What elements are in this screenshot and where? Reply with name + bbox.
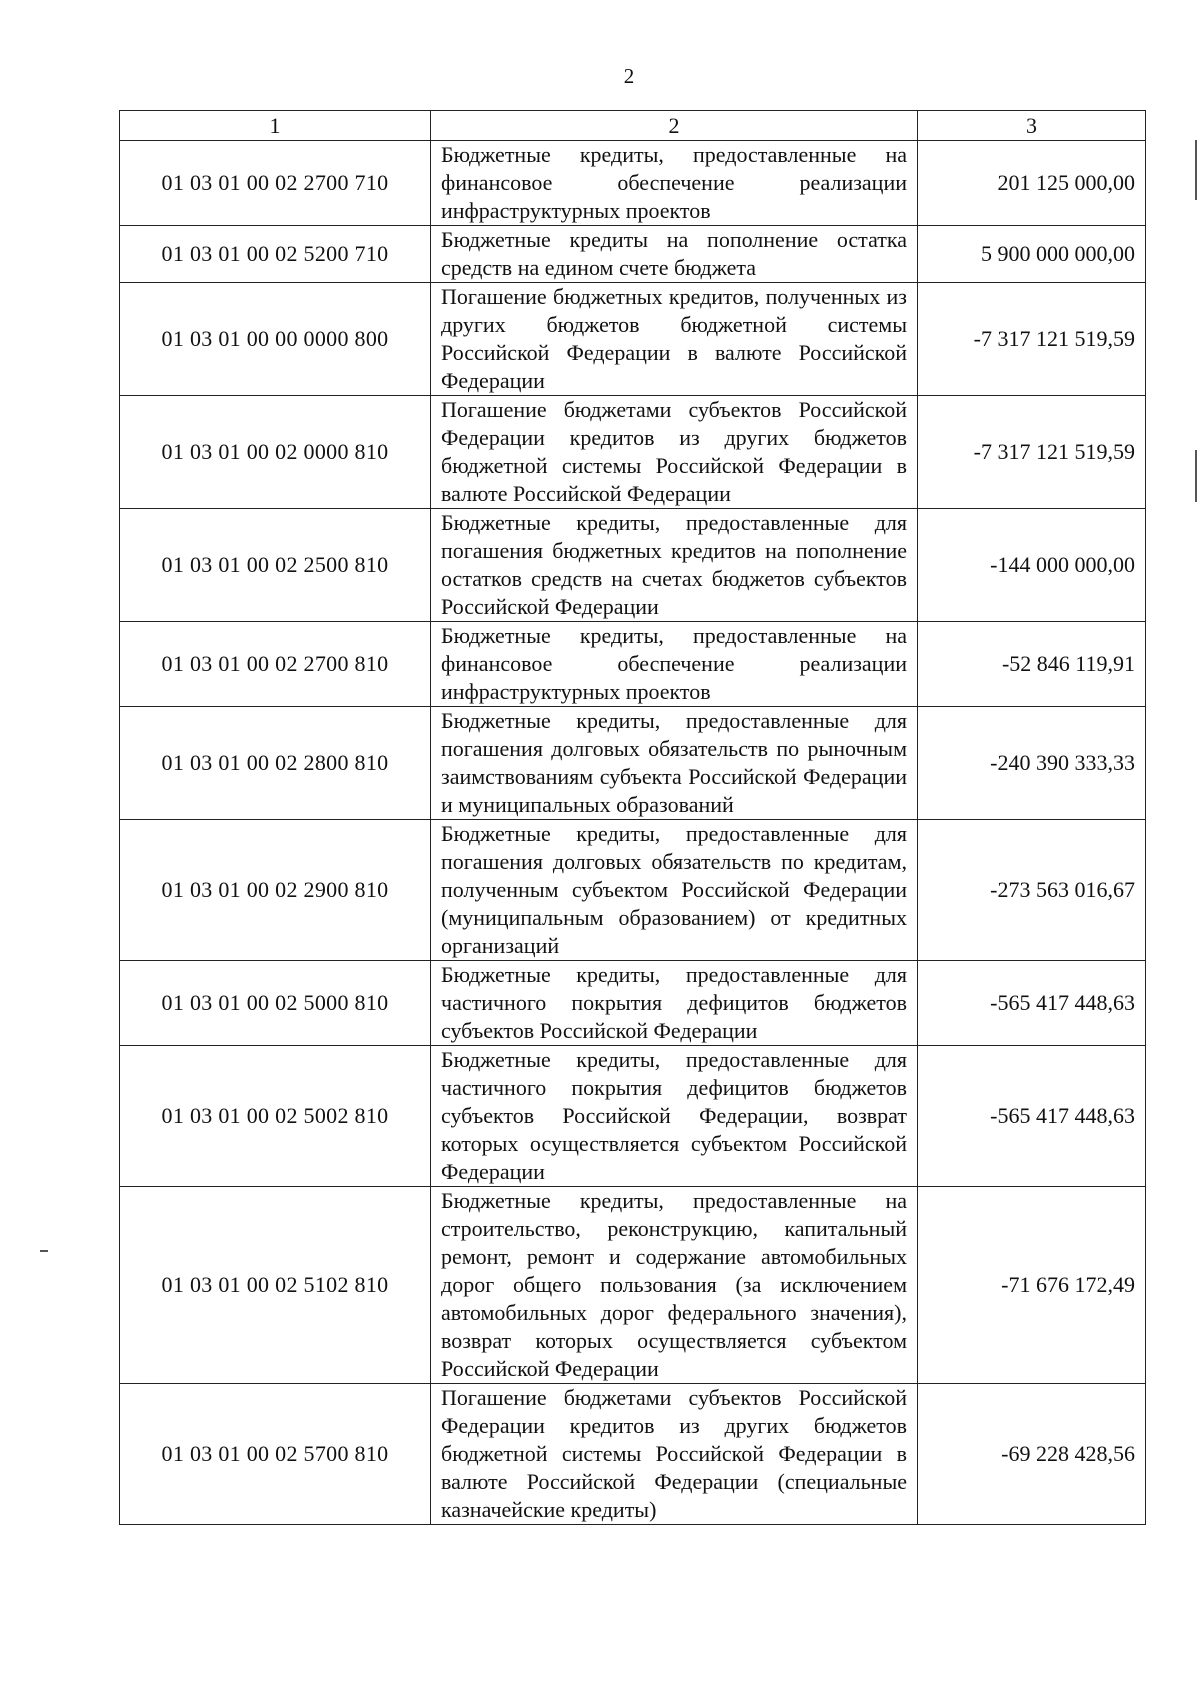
budget-sources-table [119, 110, 1146, 1525]
budget-description: Бюджетные кредиты, предоставленные для погашения долговых обязательств по кредитам, полученным субъектом Российской Федерации (муниципальным образованием) от кредитных организаций [431, 820, 918, 961]
budget-amount: 5 900 000 000,00 [918, 226, 1146, 283]
budget-amount: -144 000 000,00 [918, 509, 1146, 622]
budget-description: Бюджетные кредиты, предоставленные для погашения долговых обязательств по рыночным заимствованиям субъекта Российской Федерации и муниципальных образований [431, 707, 918, 820]
table-row [120, 283, 1146, 396]
budget-code: 01 03 01 00 02 5002 810 [120, 1046, 431, 1187]
scan-margin-mark [1195, 450, 1197, 502]
table-row [120, 961, 1146, 1046]
budget-code: 01 03 01 00 02 0000 810 [120, 396, 431, 509]
budget-code: 01 03 01 00 02 5102 810 [120, 1187, 431, 1384]
table-row [120, 622, 1146, 707]
table-row [120, 1187, 1146, 1384]
budget-amount: -71 676 172,49 [918, 1187, 1146, 1384]
budget-description: Погашение бюджетами субъектов Российской Федерации кредитов из других бюджетов бюджетной системы Российской Федерации в валюте Российской Федерации [431, 396, 918, 509]
page-number: 2 [623, 64, 635, 88]
table-row [120, 226, 1146, 283]
scan-margin-mark [1195, 140, 1197, 200]
budget-amount: -7 317 121 519,59 [918, 396, 1146, 509]
budget-description: Погашение бюджетами субъектов Российской Федерации кредитов из других бюджетов бюджетной системы Российской Федерации в валюте Российской Федерации (специальные казначейские кредиты) [431, 1384, 918, 1525]
budget-code: 01 03 01 00 02 5200 710 [120, 226, 431, 283]
table-row [120, 509, 1146, 622]
table-row [120, 1046, 1146, 1187]
budget-amount: -273 563 016,67 [918, 820, 1146, 961]
budget-code: 01 03 01 00 02 2900 810 [120, 820, 431, 961]
table-header-row [120, 111, 1146, 141]
budget-amount: -565 417 448,63 [918, 1046, 1146, 1187]
budget-amount: -69 228 428,56 [918, 1384, 1146, 1525]
table-row [120, 396, 1146, 509]
budget-code: 01 03 01 00 02 2500 810 [120, 509, 431, 622]
budget-code: 01 03 01 00 02 2700 710 [120, 141, 431, 226]
budget-code: 01 03 01 00 02 5000 810 [120, 961, 431, 1046]
budget-description: Бюджетные кредиты, предоставленные на финансовое обеспечение реализации инфраструктурных проектов [431, 622, 918, 707]
scan-margin-mark [40, 1250, 48, 1252]
budget-description: Бюджетные кредиты, предоставленные для частичного покрытия дефицитов бюджетов субъектов Российской Федерации [431, 961, 918, 1046]
column-header-description: 2 [431, 111, 918, 141]
table-row [120, 820, 1146, 961]
budget-description: Бюджетные кредиты, предоставленные на финансовое обеспечение реализации инфраструктурных проектов [431, 141, 918, 226]
budget-amount: -52 846 119,91 [918, 622, 1146, 707]
budget-description: Бюджетные кредиты на пополнение остатка средств на едином счете бюджета [431, 226, 918, 283]
budget-amount: -565 417 448,63 [918, 961, 1146, 1046]
budget-amount: 201 125 000,00 [918, 141, 1146, 226]
budget-amount: -240 390 333,33 [918, 707, 1146, 820]
budget-description: Бюджетные кредиты, предоставленные для частичного покрытия дефицитов бюджетов субъектов Российской Федерации, возврат которых осуществляется субъектом Российской Федерации [431, 1046, 918, 1187]
table-row [120, 1384, 1146, 1525]
budget-code: 01 03 01 00 02 2700 810 [120, 622, 431, 707]
column-header-code: 1 [120, 111, 431, 141]
budget-code: 01 03 01 00 02 2800 810 [120, 707, 431, 820]
table-row [120, 141, 1146, 226]
budget-description: Бюджетные кредиты, предоставленные на строительство, реконструкцию, капитальный ремонт, ремонт и содержание автомобильных дорог общего пользования (за исключением автомобильных дорог федерального значения), возврат которых осуществляется субъектом Российской Федерации [431, 1187, 918, 1384]
column-header-amount: 3 [918, 111, 1146, 141]
budget-code: 01 03 01 00 02 5700 810 [120, 1384, 431, 1525]
table-row [120, 707, 1146, 820]
budget-description: Бюджетные кредиты, предоставленные для погашения бюджетных кредитов на пополнение остатков средств на счетах бюджетов субъектов Российской Федерации [431, 509, 918, 622]
budget-code: 01 03 01 00 00 0000 800 [120, 283, 431, 396]
budget-amount: -7 317 121 519,59 [918, 283, 1146, 396]
budget-description: Погашение бюджетных кредитов, полученных из других бюджетов бюджетной системы Российской Федерации в валюте Российской Федерации [431, 283, 918, 396]
